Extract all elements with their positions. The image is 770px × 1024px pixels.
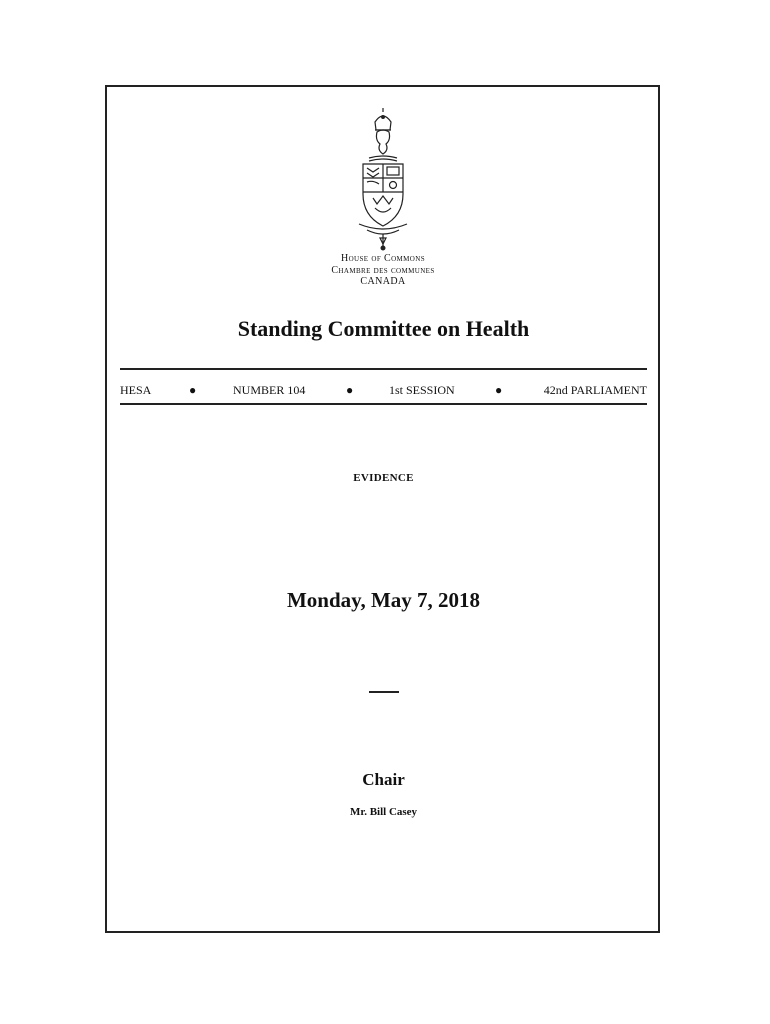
house-of-commons-header — [283, 253, 483, 288]
house-name-english: House of Commons — [340, 253, 426, 264]
top-rule — [120, 368, 647, 370]
committee-code: HESA — [120, 383, 152, 397]
house-name-french: Chambre des communes — [331, 264, 435, 276]
meeting-metadata-row — [120, 383, 647, 399]
bullet-separator: ● — [495, 383, 503, 397]
canadian-coat-of-arms-icon — [353, 108, 413, 252]
meeting-date: Monday, May 7, 2018 — [286, 588, 481, 612]
chair-name: Mr. Bill Casey — [349, 806, 418, 818]
meeting-number: NUMBER 104 — [233, 383, 306, 397]
parliament-label: 42nd PARLIAMENT — [543, 383, 647, 397]
committee-title: Standing Committee on Health — [237, 316, 530, 341]
bottom-rule — [120, 403, 647, 405]
section-divider — [369, 691, 399, 693]
country-name: CANADA — [360, 276, 406, 287]
document-type: EVIDENCE — [353, 472, 414, 484]
session-label: 1st SESSION — [389, 383, 455, 397]
bullet-separator: ● — [189, 383, 197, 397]
chair-heading: Chair — [362, 770, 405, 789]
bullet-separator: ● — [346, 383, 354, 397]
